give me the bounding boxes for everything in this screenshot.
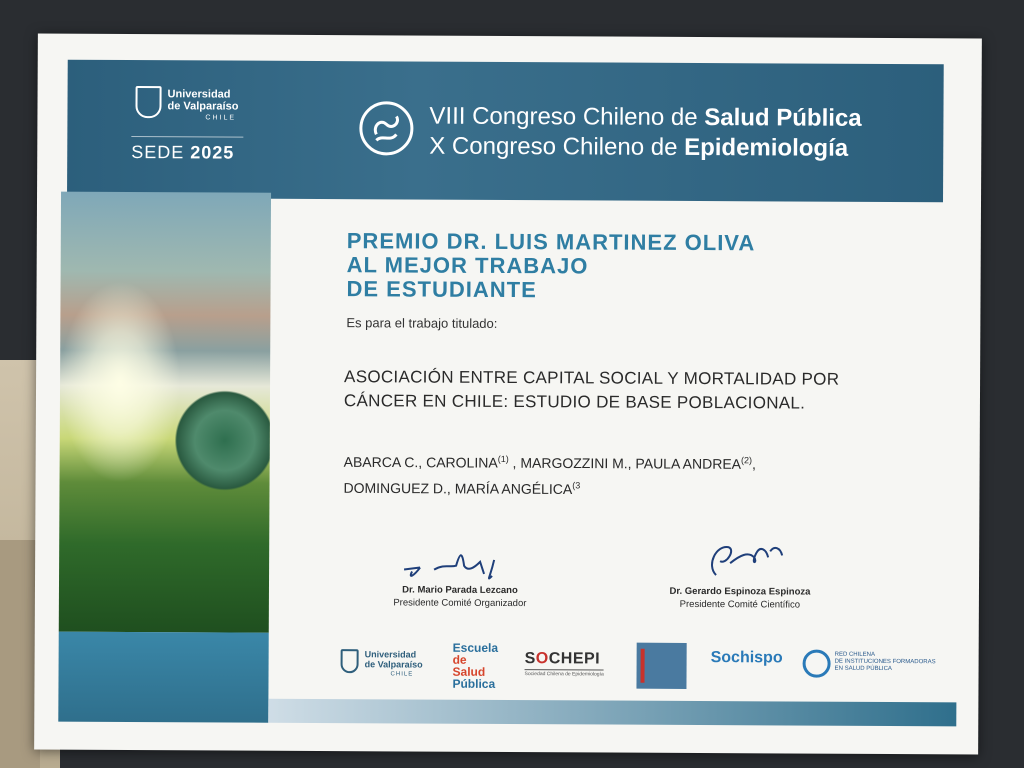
- congress-title: [429, 102, 862, 164]
- signature-block-scientific: [655, 535, 825, 612]
- author-affiliation: (3: [572, 479, 581, 491]
- logo-red-text: RED CHILENA DE INSTITUCIONES FORMADORAS EN SALUD PÚBLICA: [834, 651, 936, 673]
- logo-sochepi-rest: CHEPI: [548, 650, 601, 668]
- congress-logo-icon: [359, 101, 413, 155]
- congress-line-2-text: X Congreso Chileno de: [429, 132, 685, 161]
- logo-uv-name: Universidad de Valparaíso: [364, 649, 423, 670]
- signature-1-role: Presidente Comité Organizador: [393, 597, 527, 610]
- author-separator: ,: [508, 454, 521, 471]
- logo-sochepi-o: O: [535, 650, 549, 668]
- authors-line-1: [344, 447, 756, 475]
- author-affiliation: (2): [741, 455, 753, 466]
- university-name: Universidad de Valparaíso: [167, 88, 239, 113]
- sponsor-logos: [340, 640, 936, 692]
- author-separator: ,: [751, 455, 756, 472]
- sede-year: 2025: [190, 142, 235, 163]
- award-line-3: DE ESTUDIANTE: [346, 276, 537, 303]
- logo-red-chilena: [802, 648, 936, 697]
- congress-line-2-bold: Epidemiología: [684, 133, 849, 162]
- work-title-line-1: ASOCIACIÓN ENTRE CAPITAL SOCIAL Y MORTALIDAD POR: [344, 367, 840, 389]
- work-title: [344, 365, 839, 416]
- footer-band-left: [58, 632, 268, 723]
- footer-band: [268, 699, 956, 727]
- logo-uv-country: CHILE: [390, 671, 414, 678]
- ring-icon: [803, 650, 831, 678]
- logo-sochepi-s: S: [524, 650, 536, 668]
- sede-prefix: SEDE: [131, 142, 185, 163]
- logo-sochispo: [710, 649, 782, 697]
- shield-icon: [341, 649, 359, 673]
- logo-institution-box: [636, 643, 686, 689]
- divider: [131, 136, 243, 138]
- signature-1-name: Dr. Mario Parada Lezcano: [402, 584, 518, 597]
- congress-line-1: [429, 102, 861, 134]
- award-line-2: AL MEJOR TRABAJO: [346, 252, 589, 279]
- red-stripe: [640, 649, 644, 683]
- signature-1-icon: [390, 541, 530, 582]
- certificate: [34, 34, 982, 755]
- authors: [343, 447, 756, 500]
- author-name: MARGOZZINI M., PAULA ANDREA: [520, 454, 742, 472]
- author-name: DOMINGUEZ D., MARÍA ANGÉLICA: [343, 479, 573, 497]
- award-title: [346, 229, 755, 303]
- signature-2-name: Dr. Gerardo Espinoza Espinoza: [669, 585, 811, 598]
- logo-sochepi: [524, 650, 603, 698]
- award-line-1: PREMIO DR. LUIS MARTINEZ OLIVA: [346, 228, 756, 256]
- university-shield-icon: [135, 86, 161, 118]
- university-logo: [135, 80, 265, 131]
- signature-2-icon: [670, 535, 810, 584]
- logo-sochepi-sub: Sociedad Chilena de Epidemiología: [524, 671, 604, 678]
- university-country: CHILE: [205, 114, 237, 122]
- nature-globe-photo: [59, 192, 271, 633]
- signature-2-role: Presidente Comité Científico: [679, 598, 801, 611]
- header-band: [67, 60, 944, 203]
- congress-line-2: [429, 132, 861, 164]
- logo-escuela-salud-publica: [452, 642, 500, 690]
- congress-line-1-bold: Salud Pública: [704, 104, 862, 132]
- author-affiliation: (1): [497, 453, 509, 465]
- signature-block-organizer: [375, 541, 545, 610]
- work-title-line-2: CÁNCER EN CHILE: ESTUDIO DE BASE POBLACIONAL.: [343, 391, 806, 413]
- congress-line-1-text: VIII Congreso Chileno de: [429, 102, 705, 132]
- sede-label: [131, 142, 234, 164]
- logo-escuela-l3: Pública: [452, 676, 496, 691]
- author-name: ABARCA C., CAROLINA: [343, 453, 498, 471]
- intro-text: Es para el trabajo titulado:: [346, 315, 498, 331]
- logo-escuela-l2: de Salud: [452, 652, 486, 679]
- authors-line-2: [343, 473, 755, 501]
- logo-sochispo-name: Sochispo: [710, 649, 783, 667]
- logo-escuela-l1: Escuela: [452, 640, 499, 655]
